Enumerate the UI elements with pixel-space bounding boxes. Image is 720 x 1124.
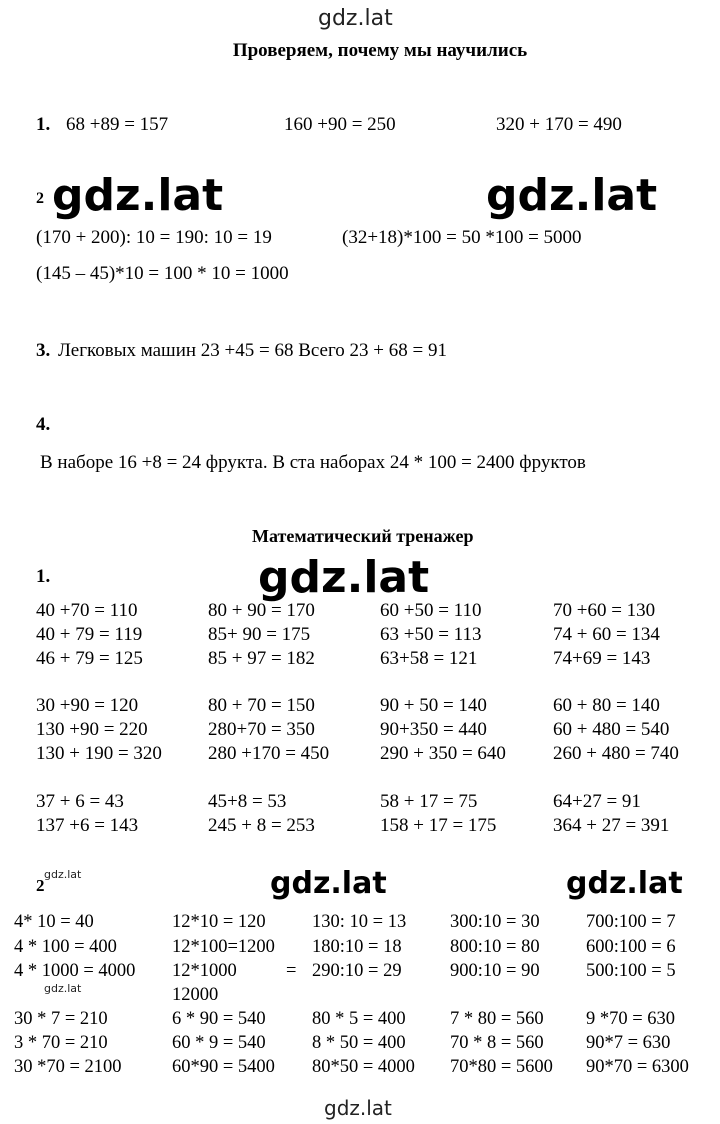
exercise-cell: 12*100=1200 bbox=[172, 937, 275, 957]
exercise-cell: = bbox=[286, 961, 297, 981]
trainer-task1-number: 1. bbox=[36, 566, 51, 587]
exercise-cell: 74+69 = 143 bbox=[553, 648, 651, 669]
exercise-cell: 80 + 90 = 170 bbox=[208, 600, 315, 621]
exercise-cell: 700:100 = 7 bbox=[586, 912, 676, 932]
trainer-task2-number: 2 bbox=[36, 876, 45, 895]
exercise-cell: 30 +90 = 120 bbox=[36, 695, 139, 716]
watermark-small: gdz.lat bbox=[44, 868, 82, 881]
exercise-cell: 12000 bbox=[172, 985, 219, 1005]
section2-title: Математический тренажер bbox=[252, 526, 474, 546]
exercise-cell: 900:10 = 90 bbox=[450, 961, 540, 981]
exercise-cell: 180:10 = 18 bbox=[312, 937, 402, 957]
exercise-cell: 500:100 = 5 bbox=[586, 961, 676, 981]
task2-line: (32+18)*100 = 50 *100 = 5000 bbox=[342, 227, 582, 248]
task2-number: 2 bbox=[36, 190, 44, 207]
task4-text: В наборе 16 +8 = 24 фрукта. В ста наборах 24 * 100 = 2400 фруктов bbox=[40, 452, 586, 473]
exercise-cell: 3 * 70 = 210 bbox=[14, 1033, 108, 1053]
exercise-cell: 4* 10 = 40 bbox=[14, 912, 94, 932]
exercise-cell: 40 +70 = 110 bbox=[36, 600, 138, 621]
exercise-cell: 137 +6 = 143 bbox=[36, 815, 139, 836]
exercise-cell: 4 * 1000 = 4000 bbox=[14, 961, 136, 981]
exercise-cell: 12*1000 bbox=[172, 961, 237, 981]
exercise-cell: 90+350 = 440 bbox=[380, 719, 487, 740]
exercise-cell: 158 + 17 = 175 bbox=[380, 815, 497, 836]
task1-item: 320 + 170 = 490 bbox=[496, 114, 622, 135]
exercise-cell: 80 * 5 = 400 bbox=[312, 1009, 406, 1029]
watermark-large: gdz.lat bbox=[258, 552, 430, 603]
watermark-large: gdz.lat bbox=[486, 170, 658, 221]
exercise-cell: 8 * 50 = 400 bbox=[312, 1033, 406, 1053]
exercise-cell: 70*80 = 5600 bbox=[450, 1057, 553, 1077]
exercise-cell: 85+ 90 = 175 bbox=[208, 624, 311, 645]
exercise-cell: 60 +50 = 110 bbox=[380, 600, 482, 621]
exercise-cell: 80 + 70 = 150 bbox=[208, 695, 315, 716]
task1-number: 1. bbox=[36, 114, 51, 135]
exercise-cell: 80*50 = 4000 bbox=[312, 1057, 415, 1077]
exercise-cell: 45+8 = 53 bbox=[208, 791, 287, 812]
exercise-cell: 9 *70 = 630 bbox=[586, 1009, 676, 1029]
task1-item: 160 +90 = 250 bbox=[284, 114, 396, 135]
exercise-cell: 70 * 8 = 560 bbox=[450, 1033, 544, 1053]
exercise-cell: 74 + 60 = 134 bbox=[553, 624, 660, 645]
exercise-cell: 60 + 80 = 140 bbox=[553, 695, 660, 716]
task3-number: 3. bbox=[36, 340, 51, 361]
exercise-cell: 280+70 = 350 bbox=[208, 719, 315, 740]
exercise-cell: 63+58 = 121 bbox=[380, 648, 478, 669]
exercise-cell: 130: 10 = 13 bbox=[312, 912, 407, 932]
task3-text: Легковых машин 23 +45 = 68 Всего 23 + 68 = 91 bbox=[58, 340, 447, 361]
exercise-cell: 46 + 79 = 125 bbox=[36, 648, 143, 669]
task1-item: 68 +89 = 157 bbox=[66, 114, 169, 135]
exercise-cell: 130 +90 = 220 bbox=[36, 719, 148, 740]
task2-line: (145 – 45)*10 = 100 * 10 = 1000 bbox=[36, 263, 289, 284]
section1-title: Проверяем, почему мы научились bbox=[232, 40, 528, 61]
watermark-medium: gdz.lat bbox=[270, 866, 387, 901]
exercise-cell: 6 * 90 = 540 bbox=[172, 1009, 266, 1029]
task4-number: 4. bbox=[36, 414, 51, 435]
exercise-cell: 63 +50 = 113 bbox=[380, 624, 482, 645]
exercise-cell: 800:10 = 80 bbox=[450, 937, 540, 957]
exercise-cell: 600:100 = 6 bbox=[586, 937, 676, 957]
exercise-cell: 40 + 79 = 119 bbox=[36, 624, 143, 645]
exercise-cell: 245 + 8 = 253 bbox=[208, 815, 315, 836]
watermark-top: gdz.lat bbox=[318, 6, 393, 31]
exercise-cell: 37 + 6 = 43 bbox=[36, 791, 124, 812]
exercise-cell: 4 * 100 = 400 bbox=[14, 937, 117, 957]
watermark-small: gdz.lat bbox=[44, 982, 82, 995]
exercise-cell: 12*10 = 120 bbox=[172, 912, 266, 932]
watermark-medium: gdz.lat bbox=[566, 866, 683, 901]
exercise-cell: 60 + 480 = 540 bbox=[553, 719, 670, 740]
exercise-cell: 30 *70 = 2100 bbox=[14, 1057, 122, 1077]
exercise-cell: 280 +170 = 450 bbox=[208, 743, 330, 764]
exercise-cell: 130 + 190 = 320 bbox=[36, 743, 162, 764]
exercise-cell: 30 * 7 = 210 bbox=[14, 1009, 108, 1029]
exercise-cell: 58 + 17 = 75 bbox=[380, 791, 478, 812]
exercise-cell: 60 * 9 = 540 bbox=[172, 1033, 266, 1053]
exercise-cell: 70 +60 = 130 bbox=[553, 600, 656, 621]
exercise-cell: 290 + 350 = 640 bbox=[380, 743, 506, 764]
exercise-cell: 60*90 = 5400 bbox=[172, 1057, 275, 1077]
exercise-cell: 85 + 97 = 182 bbox=[208, 648, 315, 669]
exercise-cell: 260 + 480 = 740 bbox=[553, 743, 679, 764]
exercise-cell: 7 * 80 = 560 bbox=[450, 1009, 544, 1029]
task2-line: (170 + 200): 10 = 190: 10 = 19 bbox=[36, 227, 272, 248]
exercise-cell: 300:10 = 30 bbox=[450, 912, 540, 932]
watermark-large: gdz.lat bbox=[52, 170, 224, 221]
exercise-cell: 90 + 50 = 140 bbox=[380, 695, 487, 716]
exercise-cell: 290:10 = 29 bbox=[312, 961, 402, 981]
exercise-cell: 364 + 27 = 391 bbox=[553, 815, 670, 836]
exercise-cell: 90*70 = 6300 bbox=[586, 1057, 689, 1077]
watermark-bottom: gdz.lat bbox=[324, 1096, 392, 1120]
exercise-cell: 90*7 = 630 bbox=[586, 1033, 671, 1053]
exercise-cell: 64+27 = 91 bbox=[553, 791, 641, 812]
